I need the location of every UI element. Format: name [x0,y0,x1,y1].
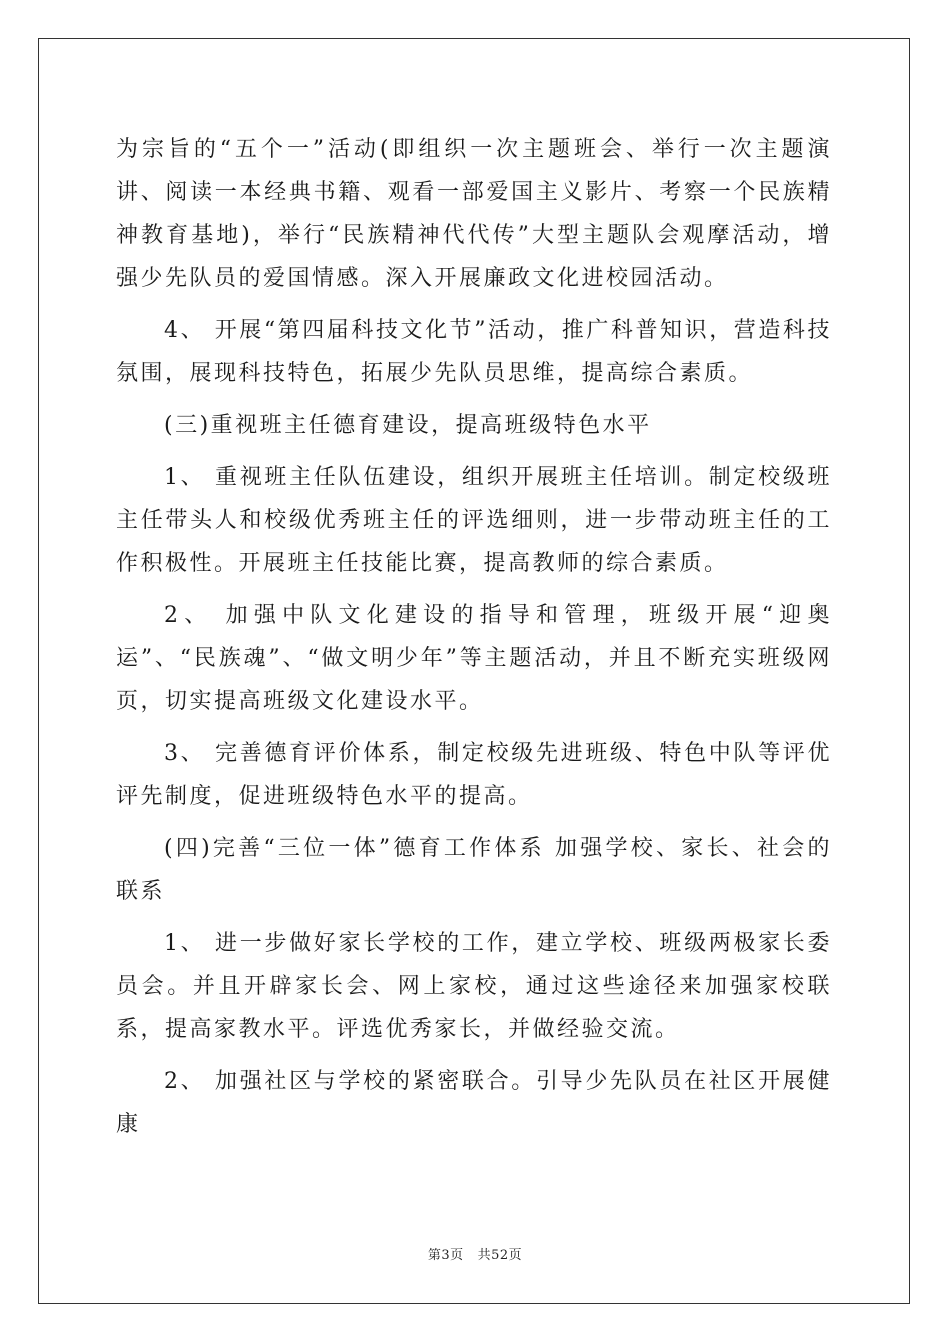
document-body [116,128,832,1155]
paragraph: 为宗旨的“五个一”活动(即组织一次主题班会、举行一次主题演讲、阅读一本经典书籍、观看一部爱国主义影片、考察一个民族精神教育基地)，举行“民族精神代代传”大型主题队会观摩活动，增强少先队员的爱国情感。深入开展廉政文化进校园活动。 [116,137,832,291]
paragraph: 2、 加强社区与学校的紧密联合。引导少先队员在社区开展健康 [116,1069,832,1137]
section-heading: (四)完善“三位一体”德育工作体系 加强学校、家长、社会的联系 [116,836,832,904]
paragraph: 4、 开展“第四届科技文化节”活动，推广科普知识，营造科技氛围，展现科技特色，拓展少先队员思维，提高综合素质。 [116,318,832,386]
paragraph: 3、 完善德育评价体系，制定校级先进班级、特色中队等评优评先制度，促进班级特色水平的提高。 [116,741,832,809]
section-heading: (三)重视班主任德育建设，提高班级特色水平 [164,413,652,438]
paragraph: 1、 进一步做好家长学校的工作，建立学校、班级两极家长委员会。并且开辟家长会、网上家校，通过这些途径来加强家校联系，提高家教水平。评选优秀家长，并做经验交流。 [116,931,832,1042]
page-number: 第3页 [427,1248,464,1263]
page-footer [0,1244,950,1263]
page-total: 共52页 [477,1248,523,1263]
paragraph: 1、 重视班主任队伍建设，组织开展班主任培训。制定校级班主任带头人和校级优秀班主任的评选细则，进一步带动班主任的工作积极性。开展班主任技能比赛，提高教师的综合素质。 [116,465,832,576]
paragraph: 2、 加强中队文化建设的指导和管理，班级开展“迎奥运”、“民族魂”、“做文明少年”等主题活动，并且不断充实班级网页，切实提高班级文化建设水平。 [116,603,832,714]
